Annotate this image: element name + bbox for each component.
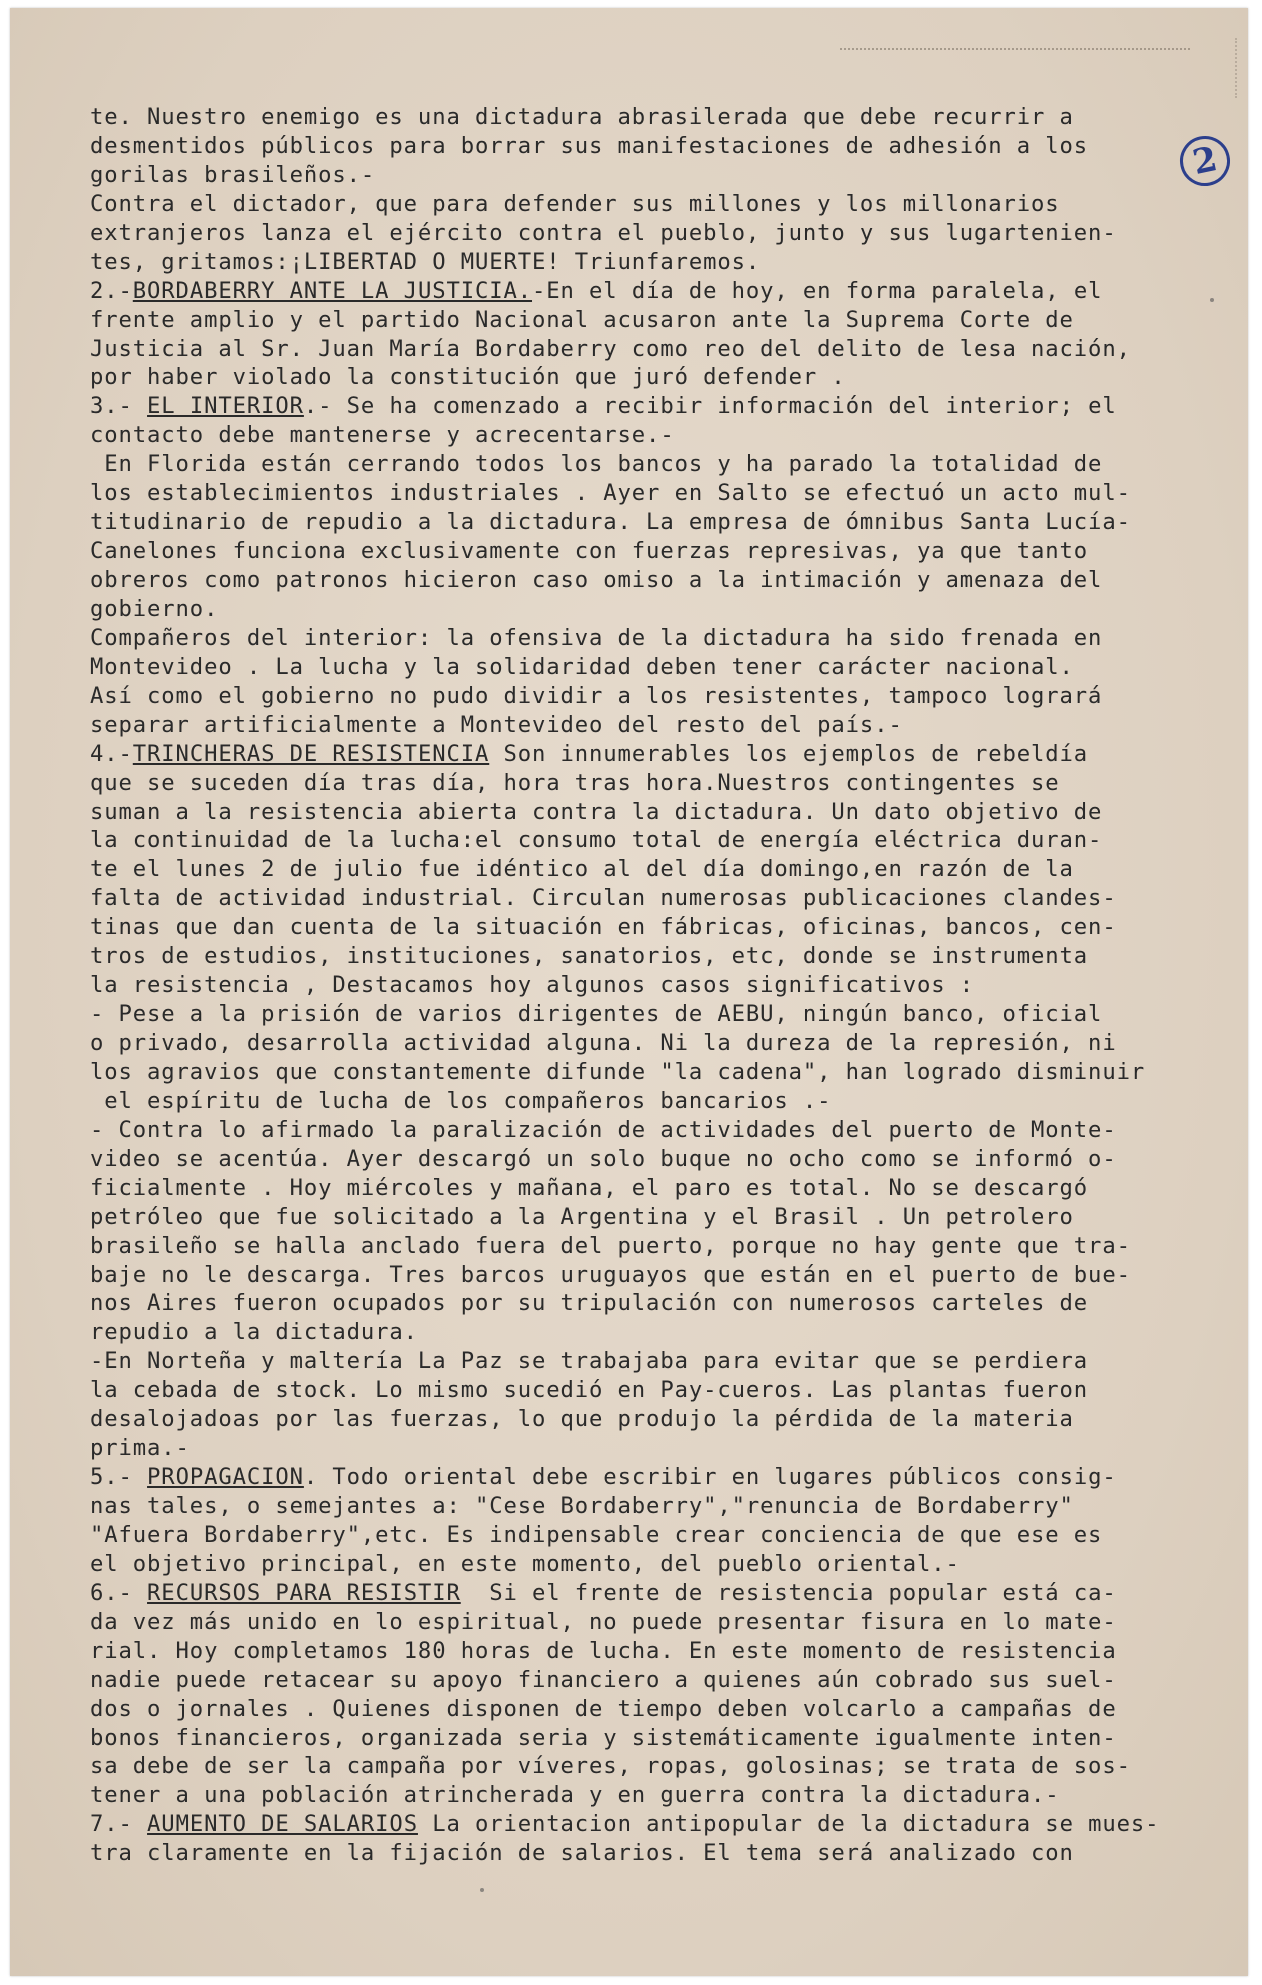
line-text: 2.-: [90, 277, 133, 304]
text-line: [90, 740, 1170, 769]
line-text: contacto debe mantenerse y acrecentarse.-: [90, 422, 675, 449]
ink-spot: [1210, 298, 1214, 302]
text-line: [90, 161, 1170, 190]
line-text: En Florida están cerrando todos los bancos y ha parado la totalidad de: [90, 451, 1103, 478]
line-text: frente amplio y el partido Nacional acusaron ante la Suprema Corte de: [90, 306, 1074, 333]
line-text: prima.-: [90, 1435, 190, 1462]
section-heading: EL INTERIOR: [147, 393, 304, 420]
line-text: sa debe de ser la campaña por víveres, ropas, golosinas; se trata de sos-: [90, 1753, 1131, 1780]
line-text: o privado, desarrolla actividad alguna. Ni la dureza de la represión, ni: [90, 1030, 1117, 1056]
text-line: [90, 1376, 1170, 1405]
text-line: [90, 363, 1170, 392]
text-line: [90, 624, 1170, 653]
line-text: los establecimientos industriales . Ayer en Salto se efectuó un acto mul-: [90, 480, 1131, 507]
line-text: el espíritu de lucha de los compañeros bancarios .-: [90, 1087, 832, 1114]
line-text: te. Nuestro enemigo es una dictadura abrasilerada que debe recurrir a: [90, 104, 1074, 130]
line-text: Montevideo . La lucha y la solidaridad deben tener carácter nacional.: [90, 653, 1074, 680]
line-text: falta de actividad industrial. Circulan numerosas publicaciones clandes-: [90, 885, 1117, 912]
text-line: [90, 1434, 1170, 1463]
text-line: [90, 335, 1170, 364]
text-line: [90, 1695, 1170, 1724]
text-line: [90, 653, 1170, 682]
text-line: [90, 1058, 1170, 1087]
text-line: [90, 1492, 1170, 1521]
line-text: Contra el dictador, que para defender sus millones y los millonarios: [90, 190, 1060, 217]
line-text: Compañeros del interior: la ofensiva de la dictadura ha sido frenada en: [90, 624, 1103, 651]
text-line: [90, 392, 1170, 421]
text-line: [90, 826, 1170, 855]
line-text: tinas que dan cuenta de la situación en fábricas, oficinas, bancos, cen-: [90, 914, 1117, 941]
line-text: 4.-: [90, 740, 133, 767]
text-line: [90, 1666, 1170, 1695]
section-heading: AUMENTO DE SALARIOS: [147, 1811, 418, 1838]
line-text: Son innumerables los ejemplos de rebeldía: [489, 740, 1089, 767]
line-text: 6.-: [90, 1579, 148, 1606]
line-text: - Pese a la prisión de varios dirigentes de AEBU, ningún banco, oficial: [90, 1001, 1103, 1028]
line-text: los agravios que constantemente difunde "la cadena", han logrado disminuir: [90, 1058, 1146, 1085]
text-line: [90, 1029, 1170, 1058]
text-line: [90, 1637, 1170, 1666]
text-line: [90, 306, 1170, 335]
line-text: da vez más unido en lo espiritual, no puede presentar fisura en lo mate-: [90, 1608, 1117, 1635]
text-line: [90, 1521, 1170, 1550]
line-text: desalojadoas por las fuerzas, lo que produjo la pérdida de la materia: [90, 1406, 1074, 1433]
text-line: [90, 219, 1170, 248]
typewritten-body: [90, 103, 1170, 1868]
line-text: Así como el gobierno no pudo dividir a los resistentes, tampoco logrará: [90, 682, 1103, 709]
line-text: te el lunes 2 de julio fue idéntico al del día domingo,en razón de la: [90, 856, 1074, 883]
line-text: tra claramente en la fijación de salarios. El tema será analizado con: [90, 1840, 1074, 1867]
line-text: la cebada de stock. Lo mismo sucedió en Pay-cueros. Las plantas fueron: [90, 1377, 1089, 1404]
text-line: [90, 1752, 1170, 1781]
line-text: gobierno.: [90, 595, 219, 622]
text-line: [90, 1289, 1170, 1318]
line-text: 7.-: [90, 1811, 148, 1838]
text-line: [90, 277, 1170, 306]
text-line: [90, 798, 1170, 827]
section-heading: PROPAGACION: [147, 1464, 304, 1491]
line-text: .- Se ha comenzado a recibir información del interior; el: [303, 393, 1117, 420]
text-line: [90, 537, 1170, 566]
text-line: [90, 1261, 1170, 1290]
line-text: que se suceden día tras día, hora tras hora.Nuestros contingentes se: [90, 769, 1060, 796]
text-line: [90, 1781, 1170, 1810]
text-line: [90, 942, 1170, 971]
line-text: - Contra lo afirmado la paralización de actividades del puerto de Monte-: [90, 1116, 1117, 1143]
scan-marks: [840, 48, 1190, 66]
text-line: [90, 1608, 1170, 1637]
text-line: [90, 1405, 1170, 1434]
line-text: repudio a la dictadura.: [90, 1319, 418, 1346]
text-line: [90, 971, 1170, 1000]
text-line: [90, 103, 1170, 132]
text-line: [90, 132, 1170, 161]
line-text: tros de estudios, instituciones, sanatorios, etc, donde se instrumenta: [90, 943, 1089, 970]
line-text: tener a una población atrincherada y en guerra contra la dictadura.-: [90, 1782, 1060, 1809]
line-text: por haber violado la constitución que juró defender .: [90, 364, 846, 391]
line-text: desmentidos públicos para borrar sus manifestaciones de adhesión a los: [90, 132, 1089, 159]
line-text: -En Norteña y maltería La Paz se trabajaba para evitar que se perdiera: [90, 1348, 1089, 1375]
line-text: petróleo que fue solicitado a la Argentina y el Brasil . Un petrolero: [90, 1203, 1074, 1230]
section-heading: RECURSOS PARA RESISTIR: [147, 1579, 461, 1606]
text-line: [90, 595, 1170, 624]
edge-marks: [1195, 38, 1237, 98]
line-text: Justicia al Sr. Juan María Bordaberry como reo del delito de lesa nación,: [90, 335, 1131, 362]
line-text: bonos financieros, organizada seria y sistemáticamente igualmente inten-: [90, 1724, 1117, 1751]
text-line: [90, 1724, 1170, 1753]
line-text: gorilas brasileños.-: [90, 161, 376, 188]
line-text: nos Aires fueron ocupados por su tripulación con numerosos carteles de: [90, 1290, 1089, 1317]
text-line: [90, 566, 1170, 595]
text-line: [90, 1116, 1170, 1145]
text-line: [90, 508, 1170, 537]
text-line: [90, 769, 1170, 798]
text-line: [90, 1347, 1170, 1376]
line-text: 3.-: [90, 393, 148, 420]
text-line: [90, 190, 1170, 219]
line-text: nas tales, o semejantes a: "Cese Bordaberry","renuncia de Bordaberry": [90, 1493, 1074, 1519]
text-line: [90, 479, 1170, 508]
line-text: rial. Hoy completamos 180 horas de lucha. En este momento de resistencia: [90, 1637, 1117, 1664]
line-text: La orientacion antipopular de la dictadura se mues-: [417, 1811, 1160, 1838]
text-line: [90, 1174, 1170, 1203]
text-line: [90, 1232, 1170, 1261]
text-line: [90, 1145, 1170, 1174]
text-line: [90, 855, 1170, 884]
line-text: -En el día de hoy, en forma paralela, el: [532, 277, 1103, 304]
line-text: Canelones funciona exclusivamente con fuerzas represivas, ya que tanto: [90, 538, 1089, 565]
line-text: titudinario de repudio a la dictadura. La empresa de ómnibus Santa Lucía-: [90, 509, 1131, 536]
line-text: el objetivo principal, en este momento, del pueblo oriental.-: [90, 1550, 960, 1577]
line-text: la continuidad de la lucha:el consumo total de energía eléctrica duran-: [90, 827, 1103, 854]
line-text: "Afuera Bordaberry",etc. Es indipensable crear conciencia de que ese es: [90, 1521, 1103, 1548]
text-line: [90, 248, 1170, 277]
text-line: [90, 913, 1170, 942]
line-text: separar artificialmente a Montevideo del resto del país.-: [90, 711, 903, 738]
line-text: 5.-: [90, 1464, 148, 1491]
line-text: . Todo oriental debe escribir en lugares públicos consig-: [303, 1464, 1117, 1491]
text-line: [90, 1550, 1170, 1579]
line-text: video se acentúa. Ayer descargó un solo buque no ocho como se informó o-: [90, 1145, 1117, 1172]
line-text: suman a la resistencia abierta contra la dictadura. Un dato objetivo de: [90, 798, 1103, 825]
text-line: [90, 884, 1170, 913]
text-line: [90, 711, 1170, 740]
text-line: [90, 1463, 1170, 1492]
handwritten-page-number: 2: [1175, 131, 1234, 190]
line-text: la resistencia , Destacamos hoy algunos casos significativos :: [90, 972, 974, 999]
text-line: [90, 1318, 1170, 1347]
line-text: baje no le descarga. Tres barcos uruguayos que están en el puerto de bue-: [90, 1261, 1131, 1288]
section-heading: BORDABERRY ANTE LA JUSTICIA.: [132, 277, 533, 304]
section-heading: TRINCHERAS DE RESISTENCIA: [132, 740, 490, 767]
text-line: [90, 1839, 1170, 1868]
text-line: [90, 421, 1170, 450]
text-line: [90, 1810, 1170, 1839]
text-line: [90, 450, 1170, 479]
text-line: [90, 1203, 1170, 1232]
line-text: ficialmente . Hoy miércoles y mañana, el paro es total. No se descargó: [90, 1174, 1089, 1201]
text-line: [90, 1087, 1170, 1116]
ink-spot: [480, 1888, 484, 1892]
line-text: Si el frente de resistencia popular está ca-: [460, 1579, 1117, 1606]
text-line: [90, 1579, 1170, 1608]
line-text: obreros como patronos hicieron caso omiso a la intimación y amenaza del: [90, 567, 1103, 593]
text-line: [90, 682, 1170, 711]
line-text: tes, gritamos:¡LIBERTAD O MUERTE! Triunfaremos.: [90, 248, 761, 275]
line-text: dos o jornales . Quienes disponen de tiempo deben volcarlo a campañas de: [90, 1695, 1117, 1722]
line-text: nadie puede retacear su apoyo financiero a quienes aún cobrado sus suel-: [90, 1666, 1117, 1693]
line-text: extranjeros lanza el ejército contra el pueblo, junto y sus lugartenien-: [90, 219, 1117, 246]
line-text: brasileño se halla anclado fuera del puerto, porque no hay gente que tra-: [90, 1232, 1131, 1259]
text-line: [90, 1000, 1170, 1029]
